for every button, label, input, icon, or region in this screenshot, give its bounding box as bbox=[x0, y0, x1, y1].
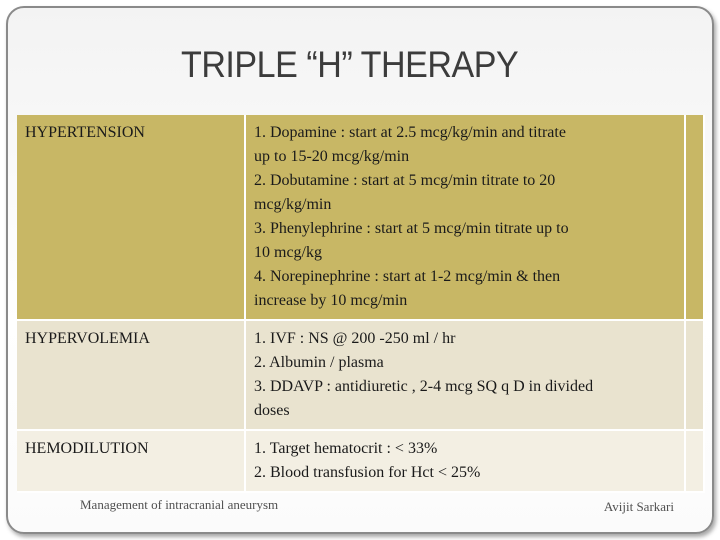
detail-line: 3. Phenylephrine : start at 5 mcg/min titrate up to bbox=[254, 220, 569, 237]
slide-title: TRIPLE “H” THERAPY bbox=[180, 44, 519, 85]
row-label-text: HEMODILUTION bbox=[25, 440, 149, 457]
empty-cell bbox=[685, 115, 704, 320]
detail-line: 1. Target hematocrit : < 33% bbox=[254, 440, 438, 457]
therapy-table bbox=[17, 115, 705, 493]
table-row-hemodilution bbox=[17, 430, 704, 492]
empty-cell bbox=[685, 430, 704, 492]
detail-line: 10 mcg/kg bbox=[254, 244, 322, 261]
row-details bbox=[245, 430, 685, 492]
detail-line: up to 15-20 mcg/kg/min bbox=[254, 148, 410, 165]
detail-line: 2. Albumin / plasma bbox=[254, 354, 384, 371]
detail-line: 2. Dobutamine : start at 5 mcg/min titrate to 20 bbox=[254, 172, 556, 189]
detail-line: 3. DDAVP : antidiuretic , 2-4 mcg SQ q D in divided bbox=[254, 378, 594, 395]
detail-line: 1. Dopamine : start at 2.5 mcg/kg/min and titrate bbox=[254, 124, 566, 141]
detail-line: doses bbox=[254, 402, 290, 419]
footer-presentation-title: Management of intracranial aneurysm bbox=[80, 497, 279, 512]
row-label-text: HYPERVOLEMIA bbox=[25, 330, 150, 347]
row-label bbox=[17, 115, 245, 320]
table-row-hypervolemia bbox=[17, 320, 704, 430]
row-details bbox=[245, 115, 685, 320]
footer-author: Avijit Sarkari bbox=[603, 499, 674, 514]
row-label bbox=[17, 320, 245, 430]
row-details bbox=[245, 320, 685, 430]
row-label bbox=[17, 430, 245, 492]
detail-line: 1. IVF : NS @ 200 -250 ml / hr bbox=[254, 330, 456, 347]
row-label-text: HYPERTENSION bbox=[25, 124, 145, 141]
detail-line: 2. Blood transfusion for Hct < 25% bbox=[254, 464, 481, 481]
detail-line: increase by 10 mcg/min bbox=[254, 292, 408, 309]
detail-line: mcg/kg/min bbox=[254, 196, 332, 213]
empty-cell bbox=[685, 320, 704, 430]
table-row-hypertension bbox=[17, 115, 704, 320]
detail-line: 4. Norepinephrine : start at 1-2 mcg/min & then bbox=[254, 268, 561, 285]
